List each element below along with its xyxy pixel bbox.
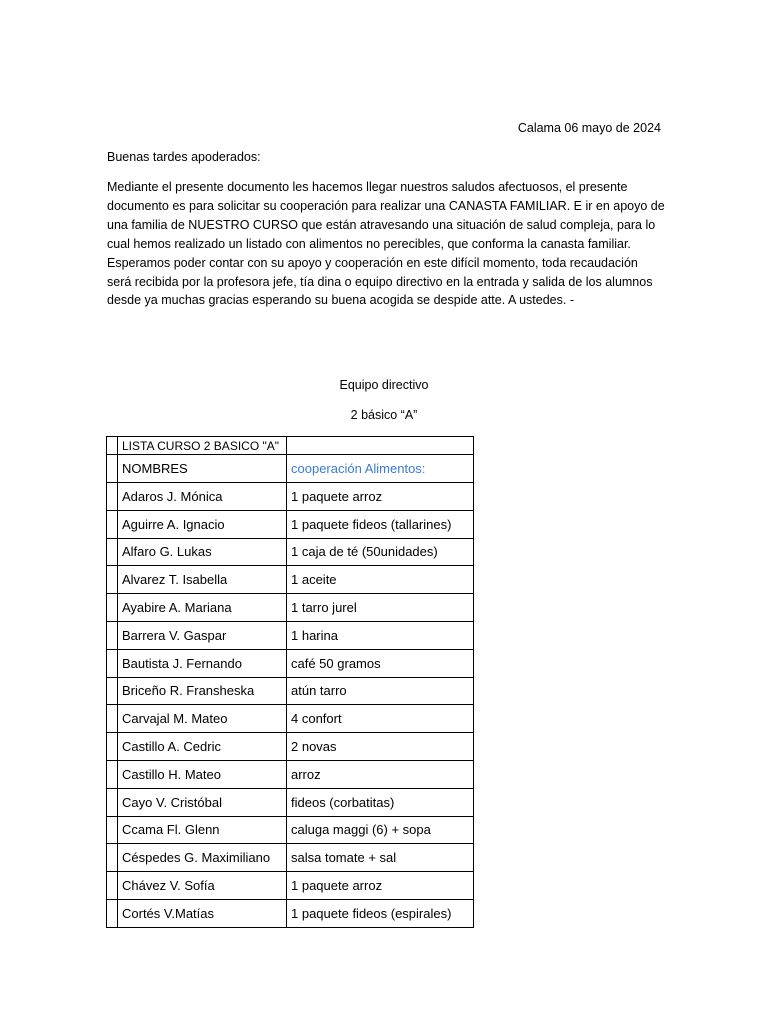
student-name: Ayabire A. Mariana <box>118 594 287 622</box>
student-name: Chávez V. Sofía <box>118 872 287 900</box>
body-line: una familia de NUESTRO CURSO que están atravesando una situación de salud compleja, para lo <box>107 217 656 232</box>
food-item: atún tarro <box>287 677 474 705</box>
food-item: caluga maggi (6) + sopa <box>287 816 474 844</box>
class-list-table <box>106 436 474 928</box>
header-names: NOMBRES <box>118 455 287 483</box>
header-items: cooperación Alimentos: <box>287 455 474 483</box>
food-item: arroz <box>287 760 474 788</box>
table-row <box>107 594 474 622</box>
index-cell <box>107 733 118 761</box>
food-item: 1 paquete fideos (espirales) <box>287 899 474 927</box>
table-row <box>107 483 474 511</box>
food-item: 1 paquete fideos (tallarines) <box>287 510 474 538</box>
table-row <box>107 649 474 677</box>
letter-greeting: Buenas tardes apoderados: <box>107 150 261 164</box>
body-line: cual hemos realizado un listado con alimentos no perecibles, que conforma la canasta familiar. <box>107 236 631 251</box>
body-line: será recibida por la profesora jefe, tía dina o equipo directivo en la entrada y salida de los alumnos <box>107 274 653 289</box>
table-title-row <box>107 437 474 455</box>
food-item: 1 harina <box>287 621 474 649</box>
food-item: 1 aceite <box>287 566 474 594</box>
student-name: Bautista J. Fernando <box>118 649 287 677</box>
table-row <box>107 788 474 816</box>
table-row <box>107 899 474 927</box>
student-name: Castillo A. Cedric <box>118 733 287 761</box>
student-name: Céspedes G. Maximiliano <box>118 844 287 872</box>
letter-body <box>107 178 663 310</box>
table-row <box>107 705 474 733</box>
food-item: café 50 gramos <box>287 649 474 677</box>
table-row <box>107 733 474 761</box>
student-name: Castillo H. Mateo <box>118 760 287 788</box>
food-item: fideos (corbatitas) <box>287 788 474 816</box>
body-line: desde ya muchas gracias esperando su buena acogida se despide atte. A ustedes. - <box>107 293 574 308</box>
student-name: Aguirre A. Ignacio <box>118 510 287 538</box>
index-cell <box>107 538 118 566</box>
index-cell <box>107 872 118 900</box>
index-cell <box>107 844 118 872</box>
student-name: Cayo V. Cristóbal <box>118 788 287 816</box>
table-title: LISTA CURSO 2 BASICO "A" <box>118 437 287 455</box>
index-cell <box>107 677 118 705</box>
food-item: 2 novas <box>287 733 474 761</box>
table-row <box>107 566 474 594</box>
table-row <box>107 872 474 900</box>
table-header-row <box>107 455 474 483</box>
student-name: Ccama Fl. Glenn <box>118 816 287 844</box>
signature-team: Equipo directivo <box>339 378 429 392</box>
index-cell <box>107 760 118 788</box>
table-row <box>107 621 474 649</box>
table-row <box>107 538 474 566</box>
food-item: 1 caja de té (50unidades) <box>287 538 474 566</box>
index-cell <box>107 437 118 455</box>
index-cell <box>107 483 118 511</box>
letter-date: Calama 06 mayo de 2024 <box>517 121 661 135</box>
index-cell <box>107 510 118 538</box>
empty-cell <box>287 437 474 455</box>
table-row <box>107 677 474 705</box>
student-name: Alvarez T. Isabella <box>118 566 287 594</box>
table-row <box>107 760 474 788</box>
food-item: 4 confort <box>287 705 474 733</box>
food-item: salsa tomate + sal <box>287 844 474 872</box>
body-line: Esperamos poder contar con su apoyo y cooperación en este difícil momento, toda recaudación <box>107 255 638 270</box>
index-cell <box>107 455 118 483</box>
food-item: 1 paquete arroz <box>287 872 474 900</box>
food-item: 1 paquete arroz <box>287 483 474 511</box>
student-name: Briceño R. Fransheska <box>118 677 287 705</box>
body-line: documento es para solicitar su cooperación para realizar una CANASTA FAMILIAR. E ir en apoyo de <box>107 198 665 213</box>
table-row <box>107 844 474 872</box>
index-cell <box>107 621 118 649</box>
student-name: Adaros J. Mónica <box>118 483 287 511</box>
index-cell <box>107 566 118 594</box>
signature-course: 2 básico “A” <box>350 408 418 422</box>
student-name: Barrera V. Gaspar <box>118 621 287 649</box>
index-cell <box>107 649 118 677</box>
student-name: Carvajal M. Mateo <box>118 705 287 733</box>
table-row <box>107 816 474 844</box>
student-name: Cortés V.Matías <box>118 899 287 927</box>
body-line: Mediante el presente documento les hacemos llegar nuestros saludos afectuosos, el presente <box>107 180 628 194</box>
index-cell <box>107 594 118 622</box>
index-cell <box>107 705 118 733</box>
index-cell <box>107 788 118 816</box>
student-name: Alfaro G. Lukas <box>118 538 287 566</box>
index-cell <box>107 816 118 844</box>
index-cell <box>107 899 118 927</box>
table-row <box>107 510 474 538</box>
food-item: 1 tarro jurel <box>287 594 474 622</box>
